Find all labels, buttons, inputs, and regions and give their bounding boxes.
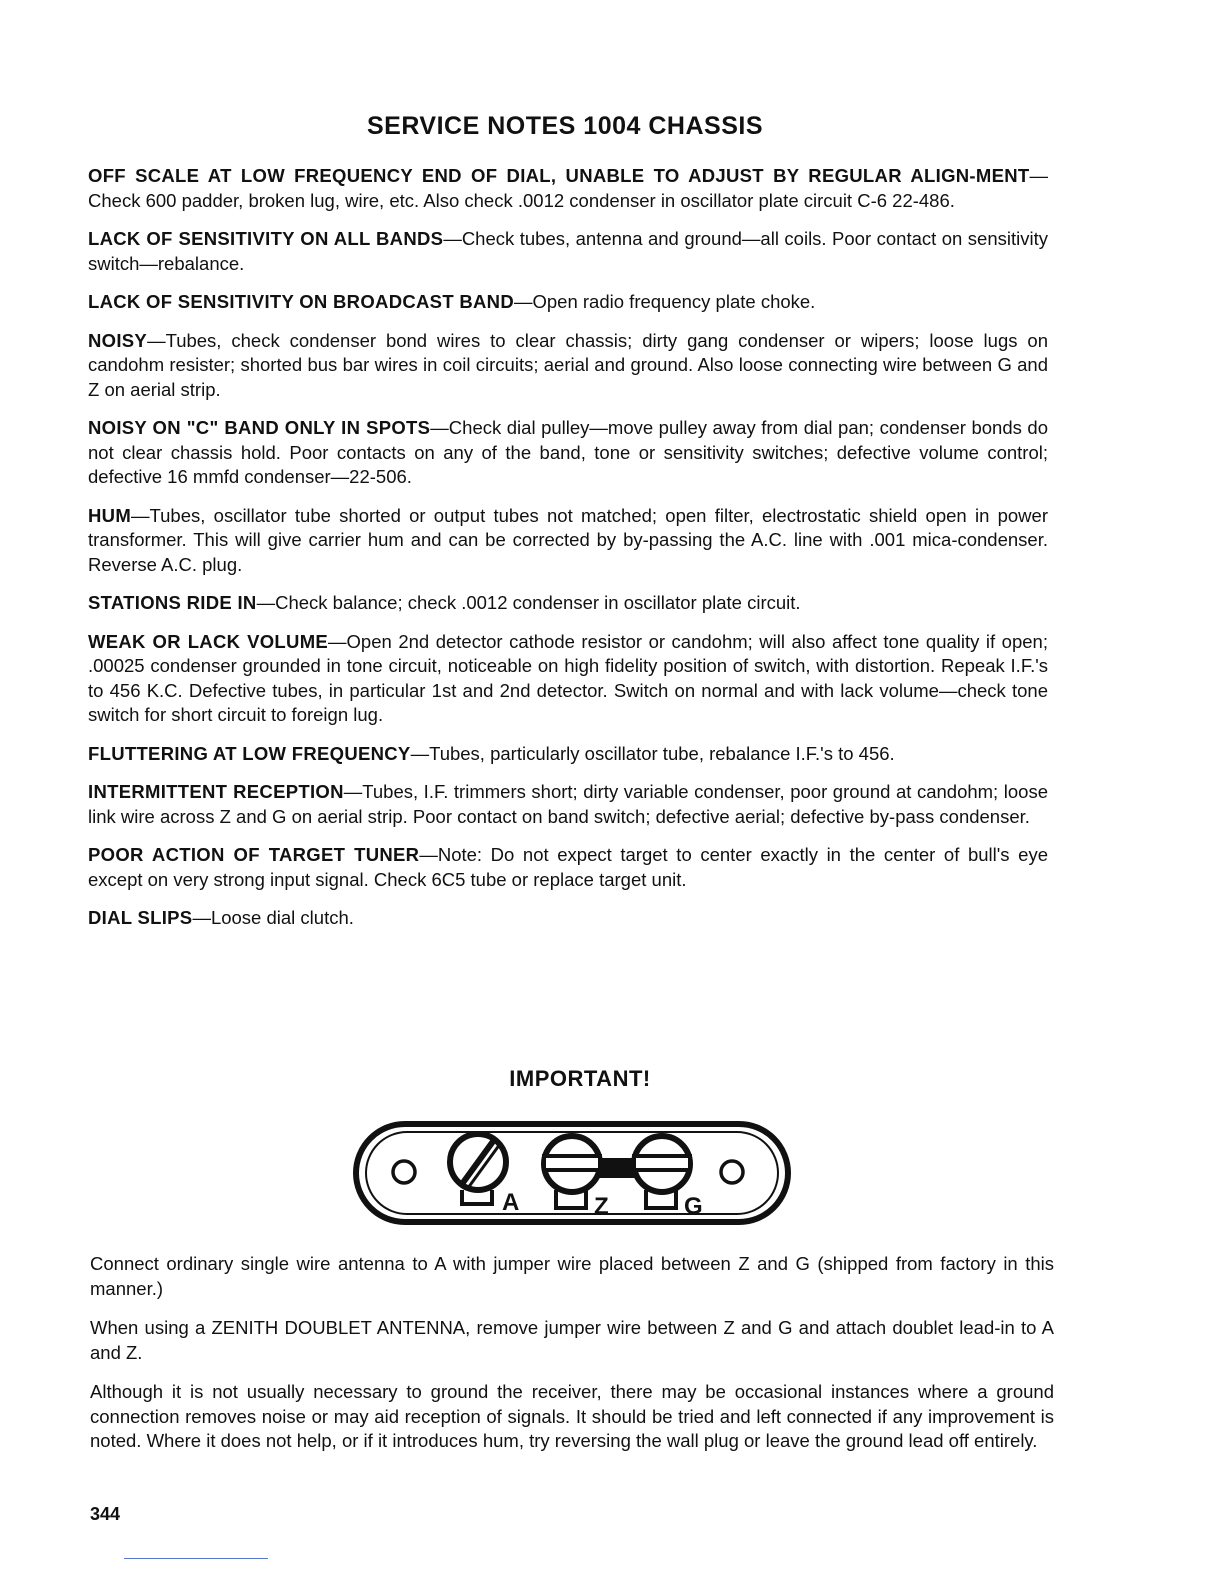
- note-heading: NOISY: [88, 329, 148, 351]
- terminal-label-z: Z: [594, 1193, 609, 1220]
- note-noisy: [88, 329, 1048, 403]
- note-body: —Check tubes, antenna and ground—all coils. Poor contact on sensitivity switch—rebalance.: [88, 228, 1048, 274]
- note-body: —Check balance; check .0012 condenser in oscillator plate circuit.: [256, 592, 801, 613]
- important-heading: IMPORTANT!: [509, 1066, 651, 1091]
- note-heading: OFF SCALE AT LOW FREQUENCY END OF DIAL, UNABLE TO ADJUST BY REGULAR ALIGN-MENT: [88, 165, 1030, 186]
- note-heading: HUM: [88, 504, 132, 526]
- note-heading: FLUTTERING AT LOW FREQUENCY: [88, 742, 411, 764]
- note-heading: INTERMITTENT RECEPTION: [88, 781, 344, 802]
- note-body: —Note: Do not expect target to center exactly in the center of bull's eye except on very strong input signal. Check 6C5 tube or replace target unit.: [88, 844, 1048, 890]
- note-intermittent-reception: [88, 780, 1048, 829]
- note-target-tuner: [88, 843, 1048, 892]
- note-body: —Tubes, oscillator tube shorted or output tubes not matched; open filter, electrostatic shield open in power transformer. This will give carrier hum and can be corrected by by-passing the A.C. line with .001 mica-condenser. Reverse A.C. plug.: [88, 504, 1048, 575]
- note-heading: LACK OF SENSITIVITY ON BROADCAST BAND: [88, 291, 514, 312]
- instruction-ground: Although it is not usually necessary to ground the receiver, there may be occasional instances where a ground connection removes noise or may aid reception of signals. It should be tried and left connected if any improvement is noted. Where it does not help, or if it introduces hum, try reversing the wall plug or leave the ground lead off entirely.: [90, 1381, 1054, 1451]
- terminal-label-a: A: [502, 1189, 520, 1216]
- note-heading: DIAL SLIPS: [88, 907, 193, 928]
- note-body: —Tubes, I.F. trimmers short; dirty variable condenser, poor ground at candohm; loose link wire across Z and G on aerial strip. Poor contact on band switch; defective aerial; defective by-pass condenser.: [88, 781, 1048, 827]
- antenna-instructions: [90, 1252, 1054, 1469]
- note-off-scale: [88, 164, 1048, 213]
- note-body: —Open radio frequency plate choke.: [514, 291, 816, 312]
- note-body: —Check dial pulley—move pulley away from dial pan; condenser bonds do not clear chassis hold. Poor contacts on any of the band, tone or sensitivity switches; defective volume control; defective 16 mmfd condenser—22-506.: [88, 417, 1048, 487]
- note-weak-volume: [88, 630, 1048, 728]
- note-hum: [88, 504, 1048, 578]
- note-body: —Loose dial clutch.: [192, 907, 354, 928]
- footer-rule: [124, 1558, 268, 1559]
- note-heading: NOISY ON "C" BAND ONLY IN SPOTS: [88, 417, 431, 438]
- note-heading: POOR ACTION OF TARGET TUNER: [88, 844, 420, 865]
- note-lack-sensitivity-all-bands: [88, 227, 1048, 276]
- service-notes-list: [88, 164, 1048, 945]
- note-heading: LACK OF SENSITIVITY ON ALL BANDS: [88, 228, 444, 249]
- note-body: —Open 2nd detector cathode resistor or candohm; will also affect tone quality if open; .00025 condenser grounded in tone circuit, noticeable on high fidelity position of switch, with distortion. Repeak I.F.'s to 456 K.C. Defective tubes, in particular 1st and 2nd detector. Switch on normal and with lack volume—check tone switch for short circuit to foreign lug.: [88, 630, 1048, 725]
- note-dial-slips: [88, 906, 1048, 931]
- page-title: SERVICE NOTES 1004 CHASSIS: [366, 112, 763, 140]
- note-stations-ride-in: [88, 591, 1048, 616]
- note-lack-sensitivity-broadcast: [88, 290, 1048, 315]
- note-heading: STATIONS RIDE IN: [88, 592, 257, 613]
- instruction-doublet: When using a ZENITH DOUBLET ANTENNA, remove jumper wire between Z and G and attach doublet lead-in to A and Z.: [90, 1317, 1054, 1363]
- note-body: —Tubes, particularly oscillator tube, rebalance I.F.'s to 456.: [410, 742, 895, 764]
- note-body: —Tubes, check condenser bond wires to clear chassis; dirty gang condenser or wipers; loose lugs on candohm resister; shorted bus bar wires in coil circuits; aerial and ground. Also loose connecting wire between G and Z on aerial strip.: [88, 329, 1048, 400]
- mounting-hole-right-icon: [721, 1161, 743, 1183]
- instruction-single-wire: Connect ordinary single wire antenna to A with jumper wire placed between Z and G (shipped from factory in this manner.): [90, 1253, 1054, 1299]
- note-heading: WEAK OR LACK VOLUME: [88, 630, 329, 652]
- note-body: —Check 600 padder, broken lug, wire, etc. Also check .0012 condenser in oscillator plate circuit C-6 22-486.: [88, 165, 1048, 211]
- terminal-strip-svg: [352, 1118, 792, 1230]
- terminal-label-g: G: [684, 1193, 703, 1220]
- note-fluttering: [88, 742, 1048, 767]
- page-number: 344: [90, 1504, 121, 1524]
- antenna-terminal-strip-diagram: [352, 1118, 792, 1230]
- note-noisy-c-band: [88, 416, 1048, 490]
- mounting-hole-left-icon: [393, 1161, 415, 1183]
